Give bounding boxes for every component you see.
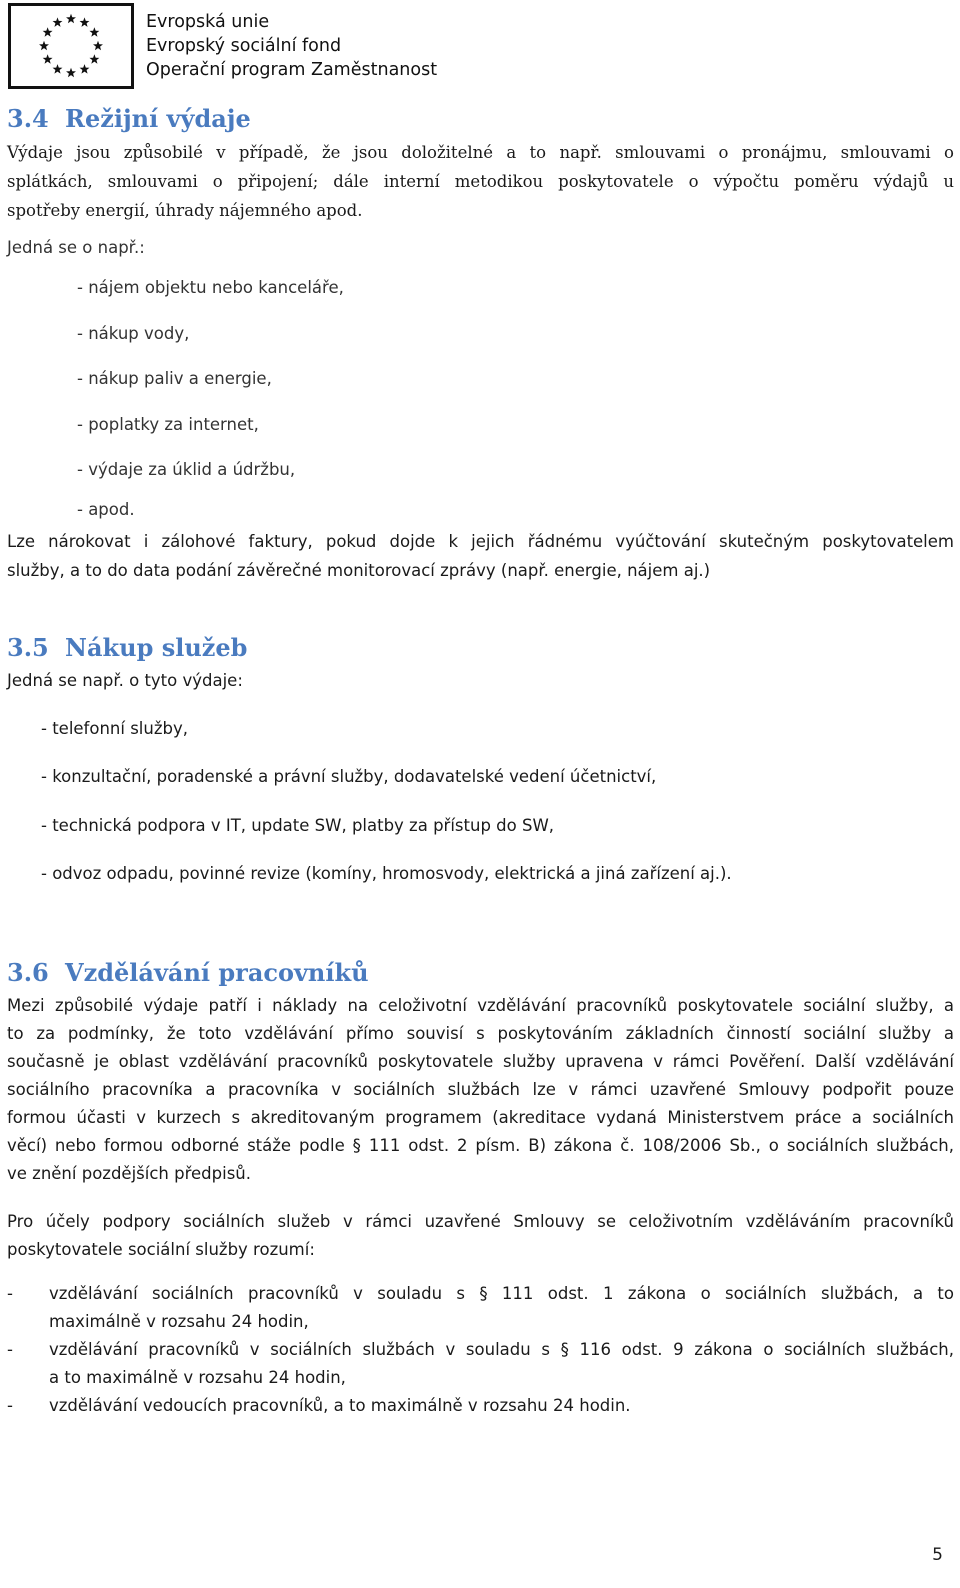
section-3-4-heading xyxy=(7,100,954,138)
s36-p1-line: to za podmínky, že toto vzdělávání přímo souvisí s poskytováním základních činností sociální služby a xyxy=(7,1023,954,1043)
flag-star xyxy=(80,17,90,26)
eu-header-text xyxy=(146,10,437,82)
list-item: - nákup vody, xyxy=(77,323,190,343)
s36-p1-line: věcí) nebo formou odborné stáže podle § 111 odst. 2 písm. B) zákona č. 108/2006 Sb., o sociálních službách, xyxy=(7,1135,954,1155)
list-item-line: a to maximálně v rozsahu 24 hodin, xyxy=(49,1367,346,1387)
document-page xyxy=(7,100,954,1420)
s36-paragraph-1 xyxy=(7,992,954,1188)
s34-lead: Jedná se o např.: xyxy=(7,238,145,257)
s36-p1-line: Mezi způsobilé výdaje patří i náklady na celoživotní vzdělávání pracovníků poskytovatele sociální služby, a xyxy=(7,995,954,1015)
list-item xyxy=(7,1280,954,1336)
list-item: - konzultační, poradenské a právní služby, dodavatelské vedení účetnictví, xyxy=(41,767,657,786)
flag-star xyxy=(93,41,103,50)
list-item xyxy=(7,1392,954,1420)
list-dash: - xyxy=(7,1395,13,1415)
s36-p1-line: současně je oblast vzdělávání pracovníků poskytovatele služby upravena v rámci Pověření. Další vzdělávání xyxy=(7,1051,954,1071)
section-number: 3.6 xyxy=(7,957,49,987)
s34-list xyxy=(7,265,954,527)
s34-intro-line: splátkách, smlouvami o připojení; dále interní metodikou poskytovatele o výpočtu poměru výdajů u xyxy=(7,172,954,191)
list-dash: - xyxy=(7,1283,13,1303)
flag-star xyxy=(89,27,99,36)
list-item: - telefonní služby, xyxy=(41,718,188,738)
s36-p1-line: ve znění pozdějších předpisů. xyxy=(7,1163,251,1183)
section-number: 3.5 xyxy=(7,632,49,662)
eu-header xyxy=(8,2,437,90)
s34-note-line: služby, a to do data podání závěrečné monitorovací zprávy (např. energie, nájem aj.) xyxy=(7,560,711,580)
s35-lead: Jedná se např. o tyto výdaje: xyxy=(7,670,243,690)
section-title: Nákup služeb xyxy=(65,632,248,662)
s34-intro-line: Výdaje jsou způsobilé v případě, že jsou doložitelné a to např. smlouvami o pronájmu, smlouvami o xyxy=(7,143,954,162)
s36-p2-line: poskytovatele sociální služby rozumí: xyxy=(7,1239,315,1259)
flag-star xyxy=(53,64,63,73)
flag-star xyxy=(66,68,76,77)
flag-star xyxy=(43,27,53,36)
flag-star xyxy=(89,54,99,63)
flag-star xyxy=(43,54,53,63)
list-item-line: maximálně v rozsahu 24 hodin, xyxy=(49,1311,309,1331)
flag-star xyxy=(66,14,76,23)
header-line-3: Operační program Zaměstnanost xyxy=(146,60,438,80)
list-item-line: vzdělávání vedoucích pracovníků, a to maximálně v rozsahu 24 hodin. xyxy=(49,1395,631,1415)
list-item: - nájem objektu nebo kanceláře, xyxy=(77,278,344,297)
header-line-1: Evropská unie xyxy=(146,12,270,32)
list-dash: - xyxy=(7,1339,13,1359)
section-3-6-heading xyxy=(7,954,954,992)
s36-p1-line: formou účasti v kurzech s akreditovaným programem (akreditace vydaná Ministerstvem práce a sociálních xyxy=(7,1107,954,1127)
list-item: - apod. xyxy=(77,499,135,519)
list-item: - technická podpora v IT, update SW, platby za přístup do SW, xyxy=(41,815,555,835)
list-item xyxy=(7,1336,954,1392)
s36-p2-line: Pro účely podpory sociálních služeb v rámci uzavřené Smlouvy se celoživotním vzděláváním pracovníků xyxy=(7,1211,954,1231)
s36-p1-line: sociálního pracovníka a pracovníka v sociálních službách lze v rámci uzavřené Smlouvy podpořit pouze xyxy=(7,1079,954,1099)
list-item: - poplatky za internet, xyxy=(77,414,259,434)
eu-stars-icon xyxy=(11,6,131,86)
flag-star xyxy=(80,64,90,73)
section-title: Vzdělávání pracovníků xyxy=(65,957,369,987)
list-item-line: vzdělávání sociálních pracovníků v souladu s § 111 odst. 1 zákona o sociálních službách, a to xyxy=(49,1283,954,1303)
list-item: - výdaje za úklid a údržbu, xyxy=(77,460,296,479)
list-item: - odvoz odpadu, povinné revize (komíny, hromosvody, elektrická a jiná zařízení aj.). xyxy=(41,864,732,883)
list-item-line: vzdělávání pracovníků v sociálních službách v souladu s § 116 odst. 9 zákona o sociálních službách, xyxy=(49,1339,954,1359)
s35-list xyxy=(7,705,954,899)
s34-note-line: Lze nárokovat i zálohové faktury, pokud dojde k jejich řádnému vyúčtování skutečným poskytovatelem xyxy=(7,531,954,551)
section-title: Režijní výdaje xyxy=(65,104,251,133)
s34-intro-line: spotřeby energií, úhrady nájemného apod. xyxy=(7,201,363,220)
header-line-2: Evropský sociální fond xyxy=(146,36,342,56)
section-3-5-heading xyxy=(7,629,954,667)
page-number: 5 xyxy=(932,1545,943,1565)
section-number: 3.4 xyxy=(7,104,49,133)
flag-star xyxy=(53,17,63,26)
s36-list xyxy=(7,1280,954,1420)
flag-star xyxy=(39,41,49,50)
list-item: - nákup paliv a energie, xyxy=(77,369,272,388)
eu-flag-icon xyxy=(8,3,134,89)
